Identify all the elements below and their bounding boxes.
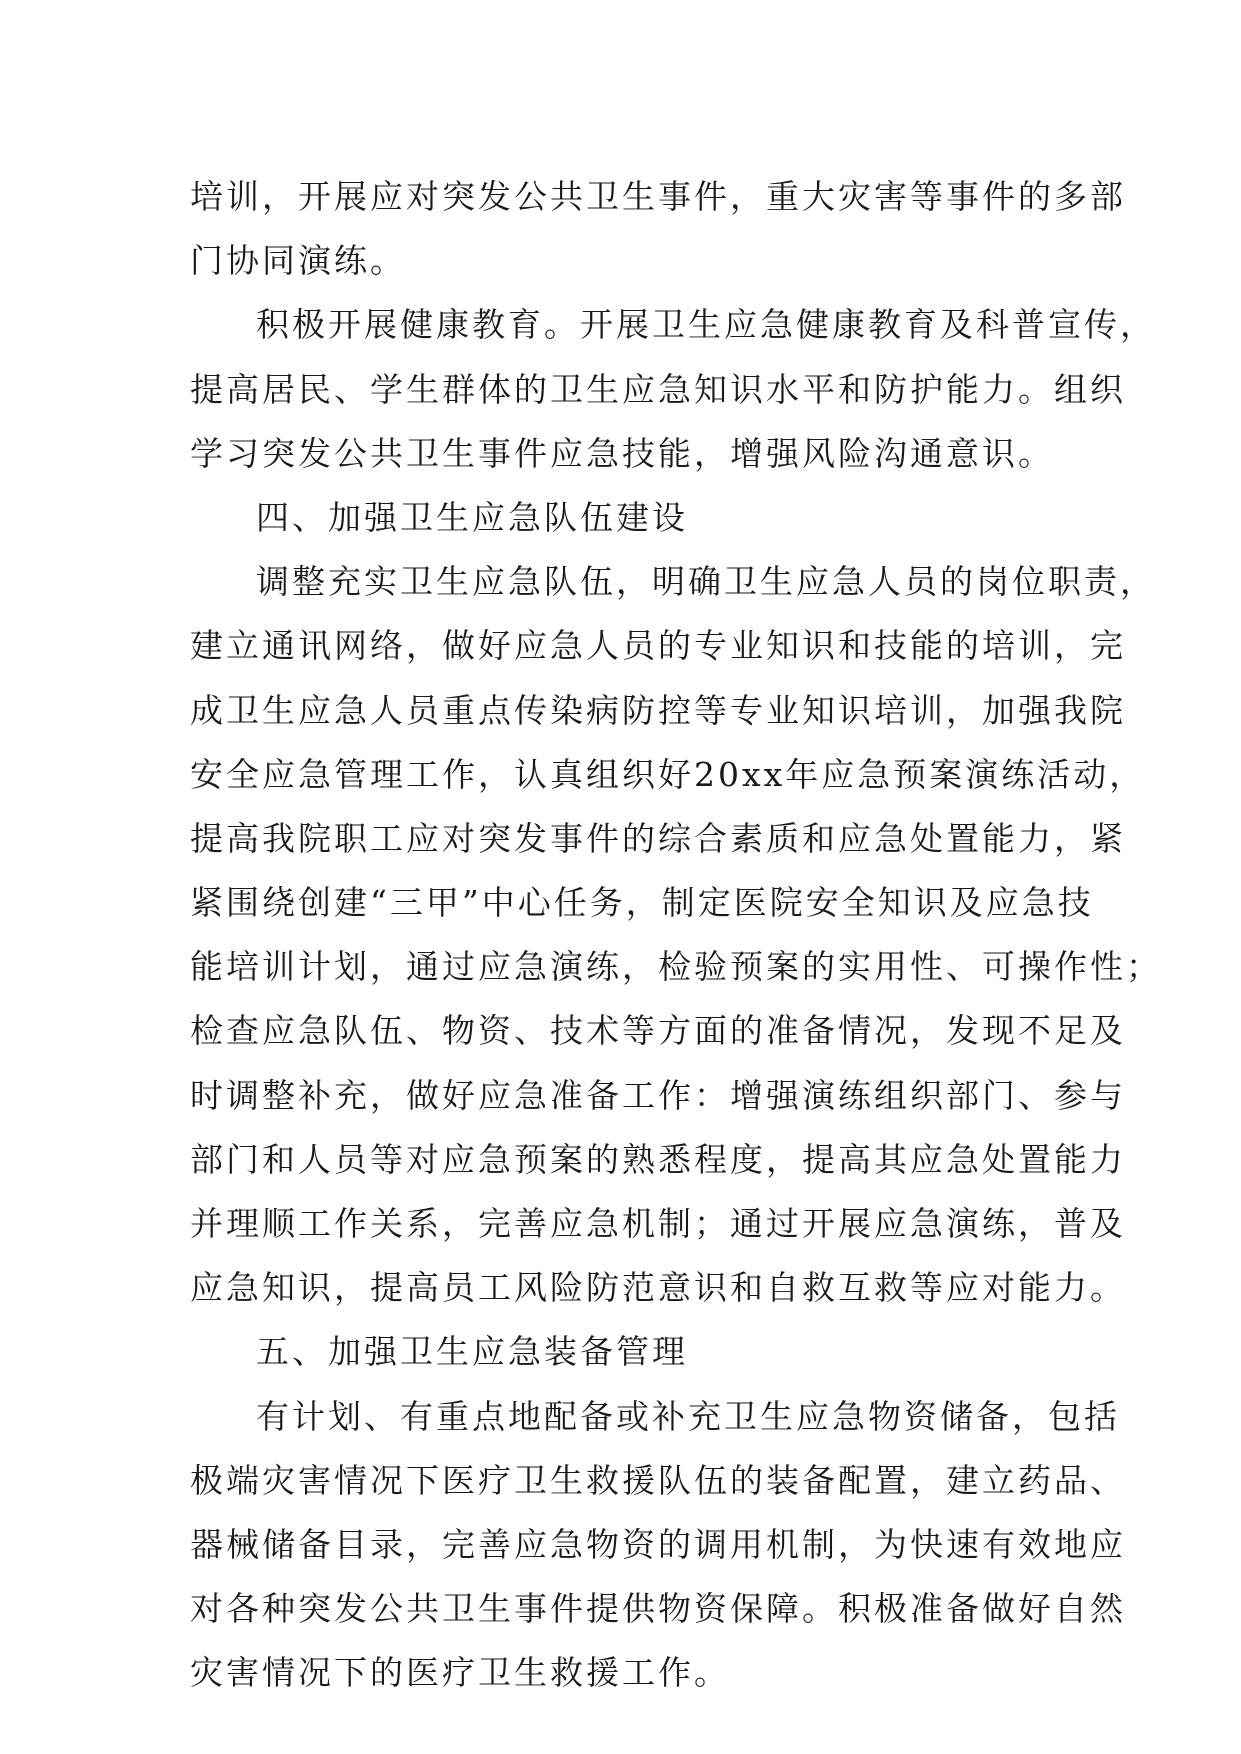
paragraph-line: 部门和人员等对应急预案的熟悉程度，提高其应急处置能力 — [190, 1139, 1126, 1179]
paragraph-line: 并理顺工作关系，完善应急机制；通过开展应急演练，普及 — [190, 1204, 1126, 1243]
paragraph-line: 调整充实卫生应急队伍，明确卫生应急人员的岗位职责， — [256, 562, 1156, 602]
paragraph-line: 极端灾害情况下医疗卫生救援队伍的装备配置，建立药品、 — [190, 1460, 1126, 1500]
paragraph-line: 学习突发公共卫生事件应急技能，增强风险沟通意识。 — [190, 433, 1054, 473]
paragraph-line: 培训，开展应对突发公共卫生事件，重大灾害等事件的多部 — [190, 177, 1126, 216]
paragraph-line: 器械储备目录，完善应急物资的调用机制，为快速有效地应 — [190, 1524, 1126, 1564]
paragraph-line: 提高居民、学生群体的卫生应急知识水平和防护能力。组织 — [190, 369, 1126, 409]
paragraph-line: 时调整补充，做好应急准备工作：增强演练组织部门、参与 — [190, 1075, 1126, 1115]
paragraph-line: 检查应急队伍、物资、技术等方面的准备情况，发现不足及 — [190, 1011, 1126, 1051]
paragraph-line: 紧围绕创建“三甲”中心任务，制定医院安全知识及应急技 — [190, 883, 1094, 923]
paragraph-line: 安全应急管理工作，认真组织好20xx年应急预案演练活动， — [190, 754, 1146, 794]
paragraph-line: 门协同演练。 — [190, 241, 406, 281]
paragraph-line: 有计划、有重点地配备或补充卫生应急物资储备，包括 — [256, 1396, 1120, 1436]
paragraph-line: 应急知识，提高员工风险防范意识和自救互救等应对能力。 — [190, 1268, 1126, 1308]
document-body — [190, 165, 1162, 1706]
paragraph-line: 对各种突发公共卫生事件提供物资保障。积极准备做好自然 — [190, 1589, 1126, 1629]
paragraph-line: 成卫生应急人员重点传染病防控等专业知识培训，加强我院 — [190, 690, 1126, 730]
section-heading: 四、加强卫生应急队伍建设 — [256, 497, 688, 537]
section-heading: 五、加强卫生应急装备管理 — [256, 1332, 688, 1372]
paragraph-line: 灾害情况下的医疗卫生救援工作。 — [190, 1653, 730, 1693]
paragraph-line: 建立通讯网络，做好应急人员的专业知识和技能的培训，完 — [190, 626, 1126, 666]
paragraph-line: 提高我院职工应对突发事件的综合素质和应急处置能力，紧 — [190, 818, 1126, 858]
paragraph-line: 积极开展健康教育。开展卫生应急健康教育及科普宣传， — [256, 305, 1156, 345]
paragraph-line: 能培训计划，通过应急演练，检验预案的实用性、可操作性； — [190, 947, 1162, 987]
